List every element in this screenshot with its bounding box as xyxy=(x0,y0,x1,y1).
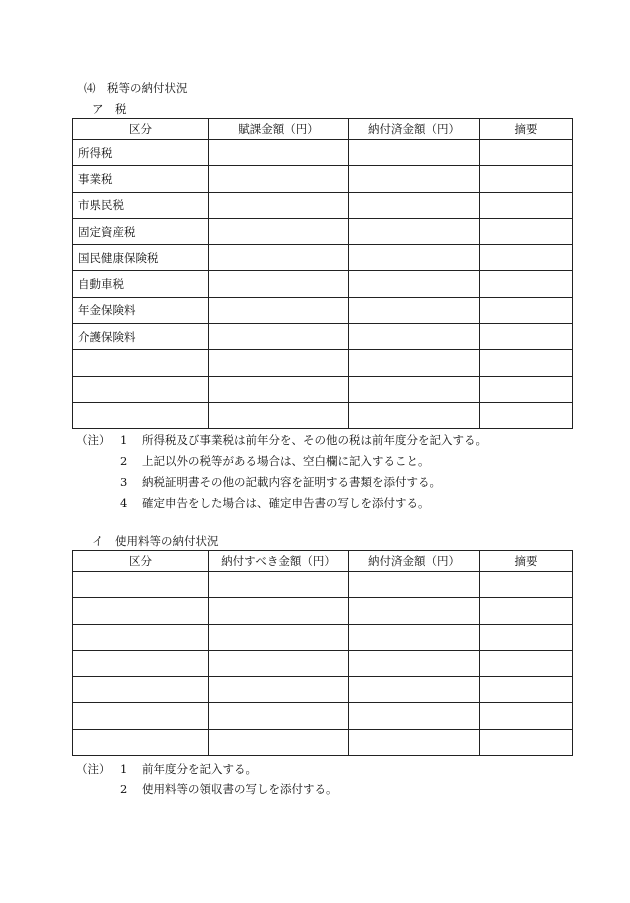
value-cell[interactable] xyxy=(209,598,349,624)
value-cell[interactable] xyxy=(209,140,349,166)
note-prefix: （注） xyxy=(76,433,111,447)
fees-col-header: 摘要 xyxy=(480,551,573,572)
row-label-cell: 事業税 xyxy=(73,166,209,192)
value-cell[interactable] xyxy=(209,166,349,192)
note-text: 所得税及び事業税は前年分を、その他の税は前年度分を記入する。 xyxy=(142,433,487,447)
note-text: 前年度分を記入する。 xyxy=(142,762,257,776)
note-line xyxy=(76,781,338,797)
row-label-cell xyxy=(73,402,209,428)
value-cell[interactable] xyxy=(349,729,480,755)
value-cell[interactable] xyxy=(349,598,480,624)
value-cell[interactable] xyxy=(349,572,480,598)
row-label-cell: 固定資産税 xyxy=(73,218,209,244)
value-cell[interactable] xyxy=(349,324,480,350)
value-cell[interactable] xyxy=(349,703,480,729)
value-cell[interactable] xyxy=(349,245,480,271)
value-cell[interactable] xyxy=(349,218,480,244)
fees-col-header: 区分 xyxy=(73,551,209,572)
value-cell[interactable] xyxy=(480,572,573,598)
note-number: 4 xyxy=(120,496,128,510)
fees-heading: イ 使用料等の納付状況 xyxy=(92,534,219,548)
value-cell[interactable] xyxy=(480,218,573,244)
note-line xyxy=(76,495,430,511)
value-cell[interactable] xyxy=(480,677,573,703)
value-cell[interactable] xyxy=(480,297,573,323)
row-label-cell xyxy=(73,650,209,676)
note-number: 2 xyxy=(120,454,128,468)
value-cell[interactable] xyxy=(480,624,573,650)
value-cell[interactable] xyxy=(209,650,349,676)
tax-heading: ア 税 xyxy=(92,102,127,116)
value-cell[interactable] xyxy=(349,140,480,166)
value-cell[interactable] xyxy=(209,729,349,755)
tax-col-header: 区分 xyxy=(73,119,209,140)
value-cell[interactable] xyxy=(480,350,573,376)
row-label-cell: 自動車税 xyxy=(73,271,209,297)
row-label-cell xyxy=(73,350,209,376)
row-label-cell: 国民健康保険税 xyxy=(73,245,209,271)
value-cell[interactable] xyxy=(209,350,349,376)
value-cell[interactable] xyxy=(209,572,349,598)
row-label-cell xyxy=(73,598,209,624)
table-row xyxy=(73,703,573,729)
table-row xyxy=(73,166,573,192)
value-cell[interactable] xyxy=(480,140,573,166)
row-label-cell: 市県民税 xyxy=(73,192,209,218)
note-number: 3 xyxy=(120,475,128,489)
value-cell[interactable] xyxy=(209,218,349,244)
table-row xyxy=(73,324,573,350)
value-cell[interactable] xyxy=(480,192,573,218)
value-cell[interactable] xyxy=(349,192,480,218)
value-cell[interactable] xyxy=(349,297,480,323)
value-cell[interactable] xyxy=(480,650,573,676)
table-row xyxy=(73,729,573,755)
value-cell[interactable] xyxy=(209,703,349,729)
value-cell[interactable] xyxy=(480,703,573,729)
table-row xyxy=(73,140,573,166)
note-text: 使用料等の領収書の写しを添付する。 xyxy=(142,782,338,796)
value-cell[interactable] xyxy=(480,402,573,428)
table-row xyxy=(73,297,573,323)
table-row xyxy=(73,624,573,650)
value-cell[interactable] xyxy=(480,166,573,192)
note-line xyxy=(76,474,441,490)
value-cell[interactable] xyxy=(209,245,349,271)
value-cell[interactable] xyxy=(349,350,480,376)
row-label-cell xyxy=(73,376,209,402)
note-text: 納税証明書その他の記載内容を証明する書類を添付する。 xyxy=(142,475,441,489)
value-cell[interactable] xyxy=(349,677,480,703)
row-label-cell xyxy=(73,729,209,755)
note-text: 確定申告をした場合は、確定申告書の写しを添付する。 xyxy=(142,496,430,510)
fees-col-header: 納付済金額（円） xyxy=(349,551,480,572)
note-number: 1 xyxy=(120,433,128,447)
value-cell[interactable] xyxy=(480,245,573,271)
table-row xyxy=(73,598,573,624)
value-cell[interactable] xyxy=(209,324,349,350)
value-cell[interactable] xyxy=(480,729,573,755)
value-cell[interactable] xyxy=(209,271,349,297)
row-label-cell xyxy=(73,677,209,703)
value-cell[interactable] xyxy=(209,192,349,218)
table-row xyxy=(73,376,573,402)
row-label-cell: 所得税 xyxy=(73,140,209,166)
table-row xyxy=(73,677,573,703)
row-label-cell xyxy=(73,572,209,598)
table-row xyxy=(73,218,573,244)
table-row xyxy=(73,350,573,376)
table-row xyxy=(73,650,573,676)
value-cell[interactable] xyxy=(349,402,480,428)
table-row xyxy=(73,271,573,297)
value-cell[interactable] xyxy=(349,376,480,402)
fees-table-header-row xyxy=(73,551,573,572)
value-cell[interactable] xyxy=(209,376,349,402)
table-row xyxy=(73,402,573,428)
note-text: 上記以外の税等がある場合は、空白欄に記入すること。 xyxy=(142,454,430,468)
fees-col-header: 納付すべき金額（円） xyxy=(209,551,349,572)
tax-table xyxy=(72,118,573,429)
tax-col-header: 納付済金額（円） xyxy=(349,119,480,140)
value-cell[interactable] xyxy=(209,402,349,428)
note-number: 1 xyxy=(120,762,128,776)
fees-table xyxy=(72,550,573,756)
table-row xyxy=(73,572,573,598)
table-row xyxy=(73,192,573,218)
value-cell[interactable] xyxy=(349,624,480,650)
tax-col-header: 摘要 xyxy=(480,119,573,140)
value-cell[interactable] xyxy=(209,297,349,323)
value-cell[interactable] xyxy=(349,166,480,192)
row-label-cell: 年金保険料 xyxy=(73,297,209,323)
row-label-cell xyxy=(73,624,209,650)
row-label-cell: 介護保険料 xyxy=(73,324,209,350)
table-row xyxy=(73,245,573,271)
value-cell[interactable] xyxy=(480,376,573,402)
note-prefix: （注） xyxy=(76,762,111,776)
note-line xyxy=(76,432,487,448)
value-cell[interactable] xyxy=(480,324,573,350)
tax-col-header: 賦課金額（円） xyxy=(209,119,349,140)
value-cell[interactable] xyxy=(349,271,480,297)
value-cell[interactable] xyxy=(349,650,480,676)
note-number: 2 xyxy=(120,782,128,796)
note-line xyxy=(76,453,430,469)
note-line xyxy=(76,761,257,777)
section-heading: ⑷ 税等の納付状況 xyxy=(84,81,188,95)
tax-table-header-row xyxy=(73,119,573,140)
value-cell[interactable] xyxy=(209,677,349,703)
row-label-cell xyxy=(73,703,209,729)
value-cell[interactable] xyxy=(480,598,573,624)
value-cell[interactable] xyxy=(209,624,349,650)
value-cell[interactable] xyxy=(480,271,573,297)
